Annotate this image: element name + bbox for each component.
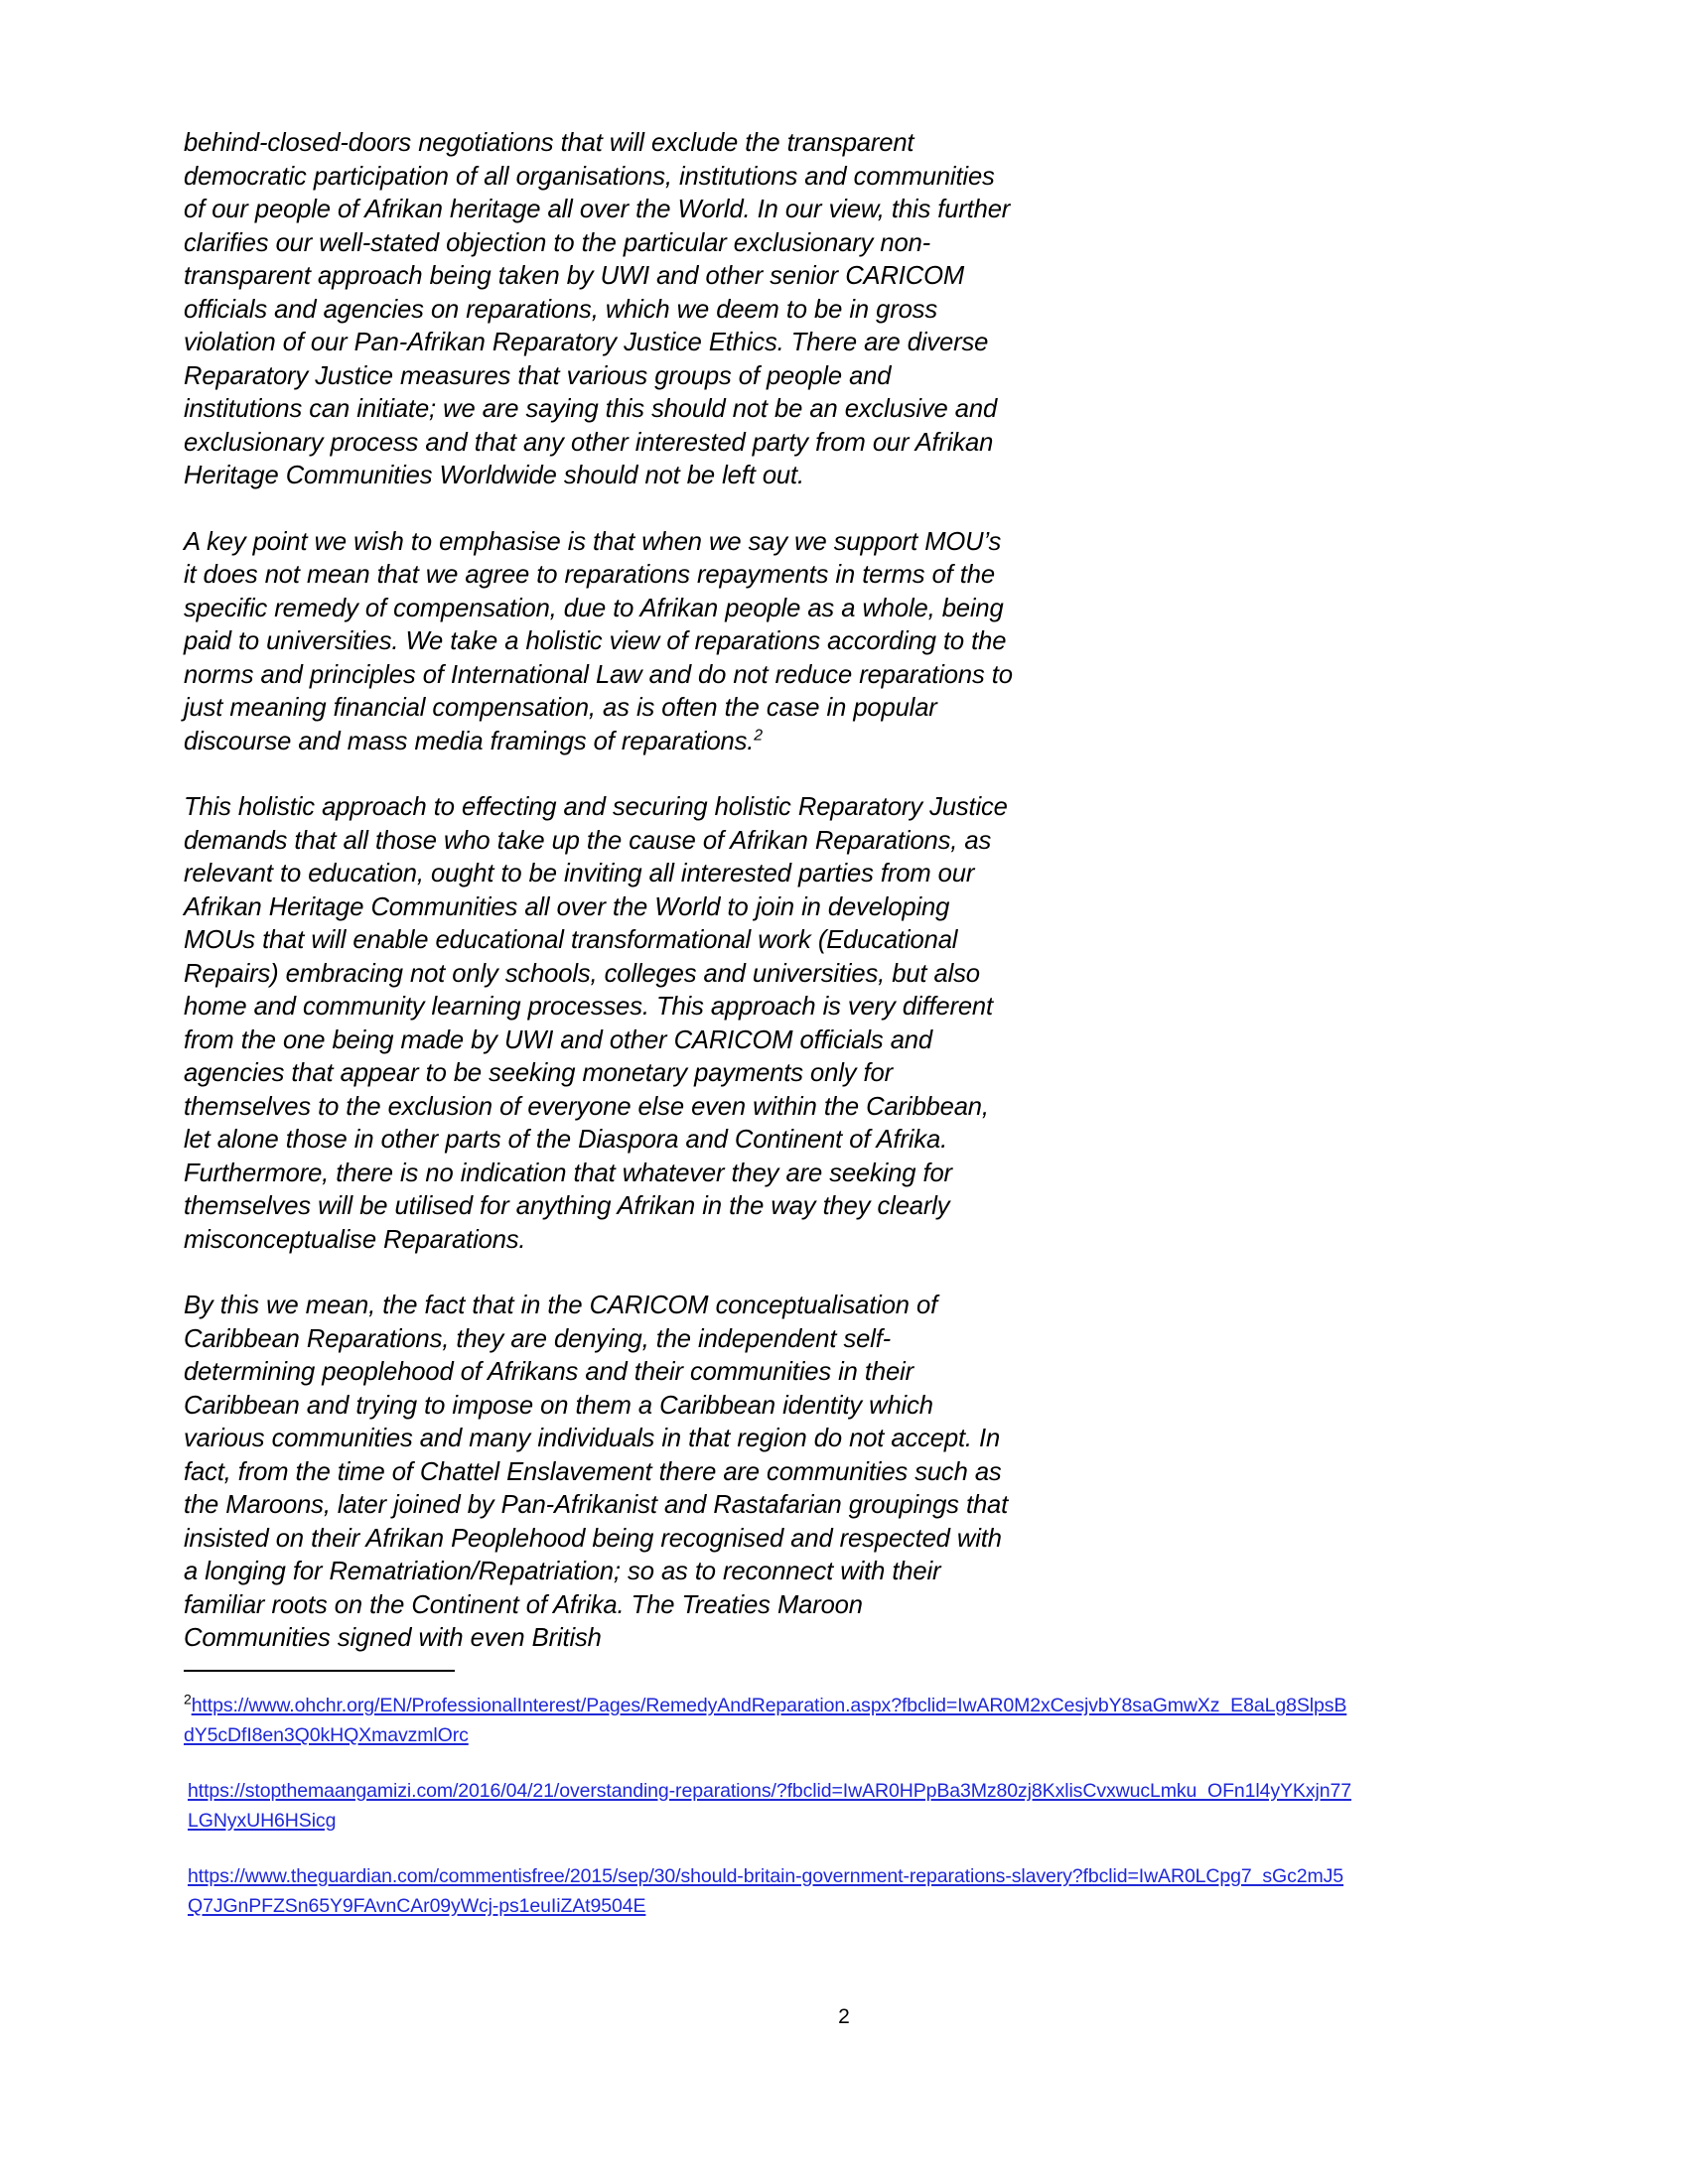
footnote-entry-3 bbox=[184, 1861, 1355, 1921]
footnote-link-ohchr[interactable]: https://www.ohchr.org/EN/ProfessionalInterest/Pages/RemedyAndReparation.aspx?fbclid=IwAR0M2xCesjvbY8saGmwXz_E8aLg8SlpsBdY5cDfI8en3Q0kHQXmavzmlOrc bbox=[184, 1695, 1347, 1746]
footnote-entry-2 bbox=[184, 1776, 1355, 1836]
body-paragraph-2-text: A key point we wish to emphasise is that when we say we support MOU’s it does not mean that we agree to reparations repayments in terms of the specific remedy of compensation, due to Afrikan people as a whole, being paid to universities. We take a holistic view of reparations according to the norms and principles of International Law and do not reduce reparations to just meaning financial compensation, as is often the case in popular discourse and mass media framings of reparations. bbox=[184, 527, 1013, 755]
footnote-reference-2[interactable]: 2 bbox=[754, 726, 763, 744]
footnote-separator-rule bbox=[184, 1670, 455, 1672]
body-paragraph-2 bbox=[184, 526, 1016, 759]
body-paragraph-4: By this we mean, the fact that in the CARICOM conceptualisation of Caribbean Reparations, they are denying, the independent self-determining peoplehood of Afrikans and their communities in their Caribbean and trying to impose on them a Caribbean identity which various communities and many individuals in that region do not accept. In fact, from the time of Chattel Enslavement there are communities such as the Maroons, later joined by Pan-Afrikanist and Rastafarian groupings that insisted on their Afrikan Peoplehood being recognised and respected with a longing for Rematriation/Repatriation; so as to reconnect with their familiar roots on the Continent of Afrika. The Treaties Maroon Communities signed with even British bbox=[184, 1292, 1009, 1652]
body-paragraph-3: This holistic approach to effecting and securing holistic Reparatory Justice demands that all those who take up the cause of Afrikan Reparations, as relevant to education, ought to be inviting all interested parties from our Afrikan Heritage Communities all over the World to join in developing MOUs that will enable educational transformational work (Educational Repairs) embracing not only schools, colleges and universities, but also home and community learning processes. This approach is very different from the one being made by UWI and other CARICOM officials and agencies that appear to be seeking monetary payments only for themselves to the exclusion of everyone else even within the Caribbean, let alone those in other parts of the Diaspora and Continent of Afrika. Furthermore, there is no indication that whatever they are seeking for themselves will be utilised for anything Afrikan in the way they clearly misconceptualise Reparations. bbox=[184, 793, 1008, 1254]
body-paragraph-1: behind-closed-doors negotiations that will exclude the transparent democratic participation of all organisations, institutions and communities of our people of Afrikan heritage all over the World. In our view, this further clarifies our well-stated objection to the particular exclusionary non-transparent approach being taken by UWI and other senior CARICOM officials and agencies on reparations, which we deem to be in gross violation of our Pan-Afrikan Reparatory Justice Ethics. There are diverse Reparatory Justice measures that various groups of people and institutions can initiate; we are saying this should not be an exclusive and exclusionary process and that any other interested party from our Afrikan Heritage Communities Worldwide should not be left out. bbox=[184, 129, 1011, 489]
page-number: 2 bbox=[838, 2005, 850, 2028]
footnote-number-2: 2 bbox=[184, 1691, 192, 1707]
footnote-link-stopthemaangamizi[interactable]: https://stopthemaangamizi.com/2016/04/21/overstanding-reparations/?fbclid=IwAR0HPpBa3Mz80zj8KxlisCvxwucLmku_OFn1l4yYKxjn77LGNyxUH6HSicg bbox=[188, 1780, 1351, 1832]
footnote-link-theguardian[interactable]: https://www.theguardian.com/commentisfree/2015/sep/30/should-britain-government-reparations-slavery?fbclid=IwAR0LCpg7_sGc2mJ5Q7JGnPFZSn65Y9FAvnCAr09yWcj-ps1euIiZAt9504E bbox=[188, 1865, 1344, 1917]
footnote-entry-1 bbox=[184, 1691, 1355, 1750]
page-body-content bbox=[184, 127, 1016, 1656]
footnote-section bbox=[184, 1670, 1355, 1921]
